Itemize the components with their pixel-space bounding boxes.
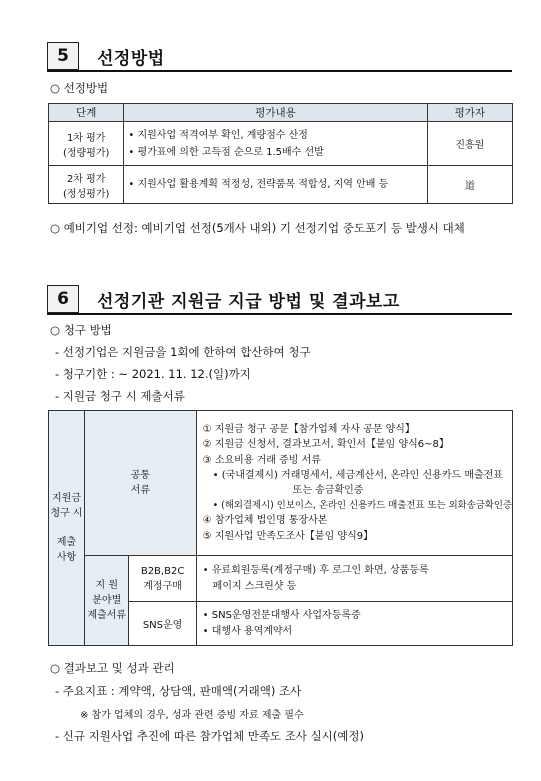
label-line: 지 원 bbox=[95, 580, 118, 591]
section-divider bbox=[47, 70, 512, 72]
evaluation-table bbox=[48, 103, 513, 204]
result-heading: ○ 결과보고 및 성과 관리 bbox=[50, 661, 175, 675]
table-row bbox=[49, 166, 513, 204]
list-item: ① 지원금 청구 공문【참가업체 자사 공문 양식】 bbox=[202, 424, 415, 436]
content-cell bbox=[124, 166, 427, 204]
list-item: • 지원사업 활용계획 적정성, 전략품목 적합성, 지역 안배 등 bbox=[128, 179, 389, 190]
label-line: 사항 bbox=[56, 552, 77, 563]
list-item: ② 지원금 신청서, 결과보고서, 확인서【붙임 양식6~8】 bbox=[202, 439, 449, 451]
table-header: 평가내용 bbox=[124, 104, 427, 122]
b2b-docs-list bbox=[196, 556, 512, 602]
list-item: • 평가표에 의한 고득점 순으로 1.5배수 선발 bbox=[128, 146, 324, 158]
stage-label: 1차 평가 bbox=[66, 132, 106, 144]
label-line: 서류 bbox=[130, 485, 151, 496]
result-line: - 신규 지원사업 추진에 따른 참가업체 만족도 조사 실시(예정) bbox=[55, 729, 364, 743]
section-number: 5 bbox=[47, 42, 79, 70]
stage-label: 2차 평가 bbox=[66, 173, 106, 185]
list-item: ③ 소요비용 거래 증빙 서류 bbox=[202, 454, 321, 466]
evaluator-cell: 진흥원 bbox=[427, 122, 512, 166]
documents-table bbox=[48, 410, 513, 646]
list-item: • (국내결제시) 거래명세서, 세금계산서, 온라인 신용카드 매출전표 bbox=[212, 469, 503, 481]
claim-line: - 선정기업은 지원금을 1회에 한하여 합산하여 청구 bbox=[55, 345, 311, 359]
label-spacer bbox=[49, 521, 84, 535]
list-item: ④ 참가업체 법인명 통장사본 bbox=[202, 515, 328, 527]
section-divider bbox=[47, 313, 512, 315]
list-item: 또는 송금확인증 bbox=[292, 485, 364, 496]
table-row bbox=[49, 122, 513, 166]
list-item: ⑤ 지원사업 만족도조사【붙임 양식9】 bbox=[202, 530, 374, 542]
result-line: - 주요지표 : 계약액, 상담액, 판매액(거래액) 조사 bbox=[55, 684, 302, 698]
sub-heading: ○ 선정방법 bbox=[50, 81, 109, 95]
left-label-cell bbox=[49, 411, 85, 646]
table-header: 평가자 bbox=[427, 104, 512, 122]
list-item: • SNS운영전문대행사 사업자등록증 bbox=[202, 610, 361, 622]
list-item: 페이지 스크린샷 등 bbox=[212, 580, 297, 592]
list-item: • 대행사 용역계약서 bbox=[202, 625, 293, 637]
sns-label-cell: SNS운영 bbox=[129, 602, 196, 646]
section-6-header bbox=[47, 285, 400, 313]
section-number: 6 bbox=[47, 285, 79, 313]
evaluator-cell: 道 bbox=[427, 166, 512, 204]
stage-type: (정성평가) bbox=[62, 188, 110, 200]
list-item: • (해외결제시) 인보이스, 온라인 신용카드 매출전표 또는 외화송금확인증 bbox=[212, 500, 512, 512]
content-cell bbox=[124, 122, 427, 166]
b2b-label-cell bbox=[129, 556, 196, 602]
section-5-header bbox=[47, 42, 165, 70]
field-docs-label bbox=[85, 556, 129, 646]
common-docs-list bbox=[196, 411, 512, 556]
label-line: 제출 bbox=[56, 537, 77, 548]
label-line: 제출서류 bbox=[87, 610, 127, 621]
label-line: 청구 시 bbox=[50, 508, 83, 519]
result-note: ※ 참가 업체의 경우, 성과 관련 증빙 자료 제출 필수 bbox=[80, 710, 304, 721]
label-line: 지원금 bbox=[52, 493, 82, 504]
list-item: • 지원사업 적격여부 확인, 계량점수 산정 bbox=[128, 129, 308, 141]
section-title: 선정방법 bbox=[97, 48, 165, 69]
table-header: 단계 bbox=[49, 104, 124, 122]
stage-type: (정량평가) bbox=[62, 147, 110, 159]
stage-cell bbox=[49, 122, 124, 166]
claim-heading: ○ 청구 방법 bbox=[50, 323, 112, 337]
label-line: B2B,B2C bbox=[140, 565, 185, 577]
section-title: 선정기관 지원금 지급 방법 및 결과보고 bbox=[97, 291, 400, 312]
note-text: ○ 예비기업 선정: 예비기업 선정(5개사 내외) 기 선정기업 중도포기 등 발생시 대체 bbox=[50, 221, 465, 235]
label-line: 계정구매 bbox=[143, 580, 182, 592]
label-line: 분야별 bbox=[92, 595, 122, 606]
sns-docs-list bbox=[196, 602, 512, 646]
stage-cell bbox=[49, 166, 124, 204]
claim-line: - 지원금 청구 시 제출서류 bbox=[55, 389, 185, 403]
common-docs-label bbox=[85, 411, 197, 556]
list-item: • 유료회원등록(계정구매) 후 로그인 화면, 상품등록 bbox=[202, 565, 429, 577]
label-line: 공통 bbox=[130, 470, 151, 481]
claim-line: - 청구기한 : ~ 2021. 11. 12.(일)까지 bbox=[55, 367, 251, 381]
